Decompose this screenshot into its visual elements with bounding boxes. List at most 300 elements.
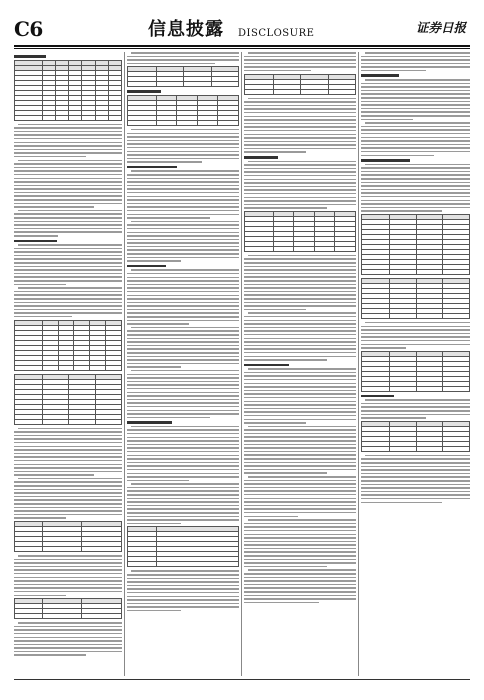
table-cell xyxy=(335,246,356,251)
text-line xyxy=(361,90,470,92)
table-row xyxy=(15,115,122,120)
table-cell xyxy=(197,120,218,125)
text-line xyxy=(127,480,189,482)
column-divider xyxy=(241,52,242,676)
text-line xyxy=(244,334,356,336)
text-line xyxy=(14,163,122,165)
text-line xyxy=(127,402,239,404)
text-line xyxy=(127,592,239,594)
text-line xyxy=(248,312,356,314)
text-line xyxy=(244,112,356,114)
text-line xyxy=(127,410,239,412)
text-line xyxy=(361,329,470,331)
text-line xyxy=(131,570,239,572)
text-line xyxy=(127,523,181,525)
text-line xyxy=(244,537,356,539)
data-table xyxy=(127,526,239,567)
text-line xyxy=(14,503,122,505)
column-divider xyxy=(358,52,359,676)
text-block xyxy=(244,98,356,153)
text-line xyxy=(361,498,470,500)
text-line xyxy=(127,610,181,612)
page-number: C6 xyxy=(14,17,43,41)
text-line xyxy=(127,603,239,605)
text-line xyxy=(127,596,239,598)
text-line xyxy=(127,246,239,248)
section-heading xyxy=(361,395,394,398)
text-line xyxy=(244,356,356,358)
column-2 xyxy=(127,52,239,676)
text-line xyxy=(365,122,470,124)
text-line xyxy=(244,419,356,421)
text-line xyxy=(244,323,356,325)
text-line xyxy=(127,277,239,279)
text-line xyxy=(361,484,470,486)
text-line xyxy=(244,508,356,510)
text-line xyxy=(244,516,298,518)
table-cell xyxy=(74,365,90,370)
text-line xyxy=(14,584,122,586)
table-cell xyxy=(82,115,95,120)
text-line xyxy=(244,316,356,318)
text-line xyxy=(127,291,239,293)
text-line xyxy=(244,429,356,431)
text-line xyxy=(244,273,356,275)
text-line xyxy=(244,530,356,532)
text-line xyxy=(361,151,470,153)
text-line xyxy=(361,207,470,209)
table-cell xyxy=(42,365,58,370)
text-block xyxy=(14,287,122,317)
text-line xyxy=(361,469,470,471)
text-line xyxy=(131,52,239,54)
text-line xyxy=(365,322,470,324)
text-line xyxy=(361,347,406,349)
table-cell xyxy=(328,89,355,94)
text-line xyxy=(361,480,470,482)
text-line xyxy=(127,473,239,475)
text-line xyxy=(244,116,356,118)
text-line xyxy=(127,174,239,176)
section-heading xyxy=(14,55,46,58)
table-cell xyxy=(362,313,390,318)
text-line xyxy=(14,654,86,656)
text-line xyxy=(361,155,434,157)
text-line xyxy=(127,588,239,590)
text-line xyxy=(127,417,210,419)
text-line xyxy=(244,454,356,456)
text-block xyxy=(244,161,356,209)
text-line xyxy=(244,505,356,507)
text-line xyxy=(14,298,122,300)
section-title: 信息披露 xyxy=(148,19,224,40)
text-line xyxy=(244,63,356,65)
text-line xyxy=(127,185,239,187)
text-line xyxy=(18,244,122,246)
text-line xyxy=(361,70,426,72)
text-line xyxy=(361,487,470,489)
data-table xyxy=(361,421,470,452)
text-line xyxy=(127,581,239,583)
text-line xyxy=(14,235,58,237)
text-line xyxy=(127,451,239,453)
text-line xyxy=(127,295,239,297)
text-line xyxy=(14,131,122,133)
text-line xyxy=(14,199,122,201)
text-line xyxy=(244,148,356,150)
section-heading xyxy=(127,166,177,169)
text-line xyxy=(127,413,239,415)
text-line xyxy=(14,167,122,169)
text-line xyxy=(18,160,122,162)
table-cell xyxy=(42,547,82,552)
column-divider xyxy=(124,52,125,676)
table-cell xyxy=(245,89,274,94)
text-line xyxy=(361,210,442,212)
text-line xyxy=(127,374,239,376)
text-line xyxy=(244,404,356,406)
text-line xyxy=(127,136,239,138)
text-line xyxy=(244,440,356,442)
column-4 xyxy=(361,52,470,676)
data-table xyxy=(14,521,122,552)
text-line xyxy=(127,181,239,183)
text-line xyxy=(127,440,239,442)
text-line xyxy=(244,559,356,561)
text-line xyxy=(361,66,470,68)
text-line xyxy=(244,444,356,446)
table-cell xyxy=(362,446,390,451)
table-cell xyxy=(294,246,315,251)
text-block xyxy=(244,426,356,474)
text-line xyxy=(244,298,356,300)
table-cell xyxy=(390,386,417,391)
text-line xyxy=(14,221,122,223)
text-line xyxy=(127,334,239,336)
text-line xyxy=(244,393,356,395)
text-line xyxy=(127,143,239,145)
text-line xyxy=(361,129,470,131)
text-block xyxy=(127,426,239,481)
text-line xyxy=(365,399,470,401)
text-block xyxy=(361,122,470,156)
text-line xyxy=(14,640,122,642)
text-line xyxy=(127,151,239,153)
text-line xyxy=(14,206,94,208)
text-line xyxy=(244,130,356,132)
table-cell xyxy=(156,120,177,125)
text-line xyxy=(14,291,122,293)
text-line xyxy=(361,140,470,142)
text-line xyxy=(131,370,239,372)
text-line xyxy=(14,431,122,433)
text-block xyxy=(361,164,470,212)
text-line xyxy=(14,178,122,180)
text-block xyxy=(14,244,122,285)
text-line xyxy=(127,363,239,365)
table-row xyxy=(128,562,239,567)
section-heading xyxy=(127,90,161,93)
text-line xyxy=(244,189,356,191)
text-line xyxy=(14,629,122,631)
text-line xyxy=(244,101,356,103)
section-heading xyxy=(127,265,166,268)
text-line xyxy=(244,330,356,332)
text-line xyxy=(14,224,122,226)
text-line xyxy=(18,478,122,480)
text-line xyxy=(244,287,356,289)
text-line xyxy=(244,59,356,61)
text-line xyxy=(14,312,122,314)
text-line xyxy=(127,320,239,322)
text-block xyxy=(14,622,122,656)
text-line xyxy=(244,123,356,125)
text-line xyxy=(244,207,327,209)
table-cell xyxy=(56,115,69,120)
table-cell xyxy=(416,446,443,451)
text-line xyxy=(361,403,470,405)
text-line xyxy=(127,395,239,397)
text-line xyxy=(14,188,122,190)
text-line xyxy=(361,178,470,180)
text-line xyxy=(361,144,470,146)
text-line xyxy=(14,591,122,593)
text-line xyxy=(127,574,239,576)
text-line xyxy=(244,186,356,188)
text-line xyxy=(18,428,122,430)
table-cell xyxy=(128,120,157,125)
text-line xyxy=(244,269,356,271)
text-line xyxy=(14,262,122,264)
table-cell xyxy=(390,269,417,274)
text-line xyxy=(244,591,356,593)
text-line xyxy=(14,507,122,509)
text-line xyxy=(14,258,122,260)
text-line xyxy=(244,480,356,482)
text-line xyxy=(244,472,327,474)
table-row xyxy=(362,386,470,391)
text-line xyxy=(14,514,122,516)
text-line xyxy=(127,429,239,431)
table-cell xyxy=(106,365,122,370)
table-row xyxy=(128,120,239,125)
text-line xyxy=(14,438,122,440)
text-line xyxy=(14,485,122,487)
text-line xyxy=(14,170,122,172)
text-line xyxy=(14,228,122,230)
text-block xyxy=(127,221,239,262)
text-line xyxy=(361,185,470,187)
text-line xyxy=(14,499,122,501)
table-cell xyxy=(390,313,417,318)
text-line xyxy=(127,444,239,446)
text-line xyxy=(244,462,356,464)
text-line xyxy=(127,224,239,226)
text-line xyxy=(14,496,122,498)
text-line xyxy=(244,598,356,600)
text-line xyxy=(248,255,356,257)
text-block xyxy=(244,255,356,310)
text-line xyxy=(127,298,239,300)
text-block xyxy=(14,478,122,519)
text-line xyxy=(244,458,356,460)
table-cell xyxy=(443,386,470,391)
text-line xyxy=(244,200,356,202)
text-line xyxy=(14,231,122,233)
text-line xyxy=(14,467,122,469)
text-line xyxy=(244,134,356,136)
text-line xyxy=(14,145,122,147)
text-line xyxy=(14,559,122,561)
text-line xyxy=(14,266,122,268)
text-line xyxy=(14,517,66,519)
text-line xyxy=(244,523,356,525)
text-line xyxy=(244,390,356,392)
text-line xyxy=(244,164,356,166)
text-line xyxy=(244,566,327,568)
text-line xyxy=(14,309,122,311)
text-line xyxy=(127,338,239,340)
text-line xyxy=(361,97,470,99)
text-line xyxy=(127,406,239,408)
table-cell xyxy=(301,89,328,94)
table-cell xyxy=(390,446,417,451)
text-line xyxy=(131,269,239,271)
text-line xyxy=(244,66,356,68)
masthead xyxy=(14,18,470,44)
text-line xyxy=(131,170,239,172)
table-cell xyxy=(69,115,82,120)
text-line xyxy=(14,595,66,597)
text-line xyxy=(127,455,239,457)
text-line xyxy=(14,181,122,183)
text-line xyxy=(127,228,239,230)
text-line xyxy=(14,460,122,462)
text-line xyxy=(14,577,122,579)
text-line xyxy=(127,508,239,510)
text-block xyxy=(361,79,470,120)
text-line xyxy=(361,56,470,58)
text-line xyxy=(14,134,122,136)
text-line xyxy=(244,197,356,199)
text-line xyxy=(14,127,122,129)
data-table xyxy=(244,74,356,95)
text-line xyxy=(248,161,356,163)
section-heading xyxy=(14,240,57,243)
table-cell xyxy=(58,365,74,370)
text-line xyxy=(244,144,356,146)
text-line xyxy=(244,352,356,354)
text-line xyxy=(248,476,356,478)
text-line xyxy=(244,433,356,435)
text-line xyxy=(127,284,239,286)
text-line xyxy=(244,487,356,489)
text-line xyxy=(127,606,239,608)
text-block xyxy=(14,160,122,208)
section-heading xyxy=(361,74,399,77)
text-line xyxy=(127,599,239,601)
text-line xyxy=(14,156,86,158)
table-cell xyxy=(156,82,183,87)
text-line xyxy=(244,348,356,350)
text-line xyxy=(14,185,122,187)
text-line xyxy=(127,305,239,307)
table-cell xyxy=(245,246,274,251)
text-line xyxy=(361,108,470,110)
text-line xyxy=(127,206,239,208)
text-line xyxy=(361,326,470,328)
text-line xyxy=(18,622,122,624)
text-line xyxy=(14,213,122,215)
text-line xyxy=(361,83,470,85)
section-title-english: DISCLOSURE xyxy=(238,28,315,39)
text-line xyxy=(244,534,356,536)
text-line xyxy=(127,377,239,379)
text-line xyxy=(244,372,356,374)
text-line xyxy=(244,175,356,177)
text-line xyxy=(244,548,356,550)
text-line xyxy=(127,309,239,311)
text-block xyxy=(361,52,470,71)
text-line xyxy=(244,294,356,296)
section-heading xyxy=(244,156,278,159)
table-row xyxy=(245,246,356,251)
data-table xyxy=(361,351,470,392)
text-line xyxy=(14,255,122,257)
text-line xyxy=(244,179,356,181)
text-line xyxy=(244,483,356,485)
table-cell xyxy=(416,313,443,318)
text-block xyxy=(14,124,122,158)
text-line xyxy=(127,302,239,304)
text-line xyxy=(127,578,239,580)
text-line xyxy=(244,577,356,579)
text-line xyxy=(361,115,470,117)
text-line xyxy=(361,119,413,121)
text-block xyxy=(244,312,356,360)
data-table xyxy=(14,60,122,121)
text-line xyxy=(244,291,356,293)
table-cell xyxy=(443,269,470,274)
text-line xyxy=(14,248,122,250)
text-line xyxy=(361,126,470,128)
text-line xyxy=(14,149,122,151)
text-line xyxy=(361,63,470,65)
text-line xyxy=(127,260,181,262)
text-line xyxy=(244,305,356,307)
text-line xyxy=(244,137,356,139)
text-line xyxy=(14,626,122,628)
text-line xyxy=(127,188,239,190)
text-line xyxy=(14,637,122,639)
table-cell xyxy=(15,115,43,120)
column-1 xyxy=(14,52,122,676)
text-line xyxy=(127,494,239,496)
text-block xyxy=(127,327,239,368)
text-line xyxy=(14,446,122,448)
text-line xyxy=(361,196,470,198)
text-line xyxy=(361,203,470,205)
text-line xyxy=(127,381,239,383)
text-line xyxy=(244,526,356,528)
table-cell xyxy=(15,419,43,424)
text-block xyxy=(244,368,356,423)
text-line xyxy=(131,426,239,428)
text-line xyxy=(14,192,122,194)
text-line xyxy=(244,555,356,557)
text-line xyxy=(244,105,356,107)
text-line xyxy=(244,345,356,347)
